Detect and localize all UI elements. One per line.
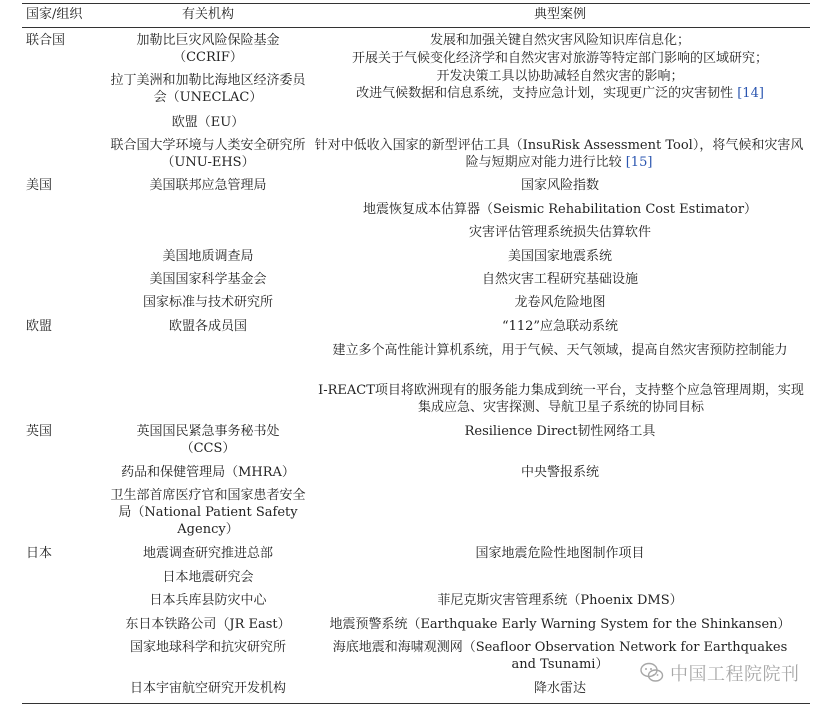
org-eu-members: 欧盟各成员国: [168, 319, 247, 334]
org-nist: 国家标准与技术研究所: [142, 295, 273, 310]
org-seismo-society: 日本地震研究会: [162, 570, 254, 585]
org-nied: 国家地球科学和抗灾研究所: [129, 640, 286, 655]
org-hyogo: 日本兵库县防灾中心: [149, 593, 267, 608]
org-jr-east: 东日本铁路公司（JR East）: [125, 617, 291, 632]
case-uk-0: Resilience Direct韧性网络工具: [464, 424, 656, 439]
case-jp-1: 菲尼克斯灾害管理系统（Phoenix DMS）: [437, 593, 683, 608]
case-jp-2: 地震预警系统（Earthquake Early Warning System for the Shinkansen）: [329, 617, 791, 632]
header-org: 有关机构: [181, 7, 234, 22]
org-herp: 地震调查研究推进总部: [142, 546, 273, 561]
country-eu: 欧盟: [26, 319, 53, 334]
case-un-2: 开发决策工具以协助减轻自然灾害的影响；: [436, 69, 684, 84]
case-un-3: [312, 85, 808, 102]
citation-14[interactable]: [14]: [737, 86, 764, 101]
org-uneclac: 拉丁美洲和加勒比海地区经济委员会（UNECLAC）: [110, 73, 306, 105]
org-unu-ehs: 联合国大学环境与人类安全研究所（UNU-EHS）: [110, 138, 306, 170]
header-country: 国家/组织: [26, 7, 83, 22]
case-us-0: 国家风险指数: [520, 178, 599, 193]
wechat-icon: [640, 662, 664, 684]
country-uk: 英国: [26, 424, 53, 439]
country-jp: 日本: [26, 546, 53, 561]
header-case: 典型案例: [533, 7, 586, 22]
watermark-text: 中国工程院院刊: [670, 664, 800, 685]
org-nsf: 美国国家科学基金会: [149, 272, 267, 287]
org-npsa: 卫生部首席医疗官和国家患者安全局（National Patient Safety Agency）: [110, 488, 306, 537]
case-us-5: 龙卷风危险地图: [514, 295, 606, 310]
case-jp-0: 国家地震危险性地图制作项目: [475, 546, 645, 561]
country-us: 美国: [26, 178, 53, 193]
case-us-4: 自然灾害工程研究基础设施: [481, 272, 638, 287]
org-mhra: 药品和保健管理局（MHRA）: [121, 465, 295, 480]
case-us-3: 美国国家地震系统: [507, 249, 612, 264]
org-eu: 欧盟（EU）: [171, 115, 245, 130]
org-jaxa: 日本宇宙航空研究开发机构: [129, 681, 286, 696]
case-un-1: 开展关于气候变化经济学和自然灾害对旅游等特定部门影响的区域研究；: [351, 51, 768, 66]
table-header-rule: [22, 27, 810, 28]
case-un-5: [314, 137, 804, 171]
case-eu-0: “112”应急联动系统: [501, 319, 619, 334]
table-bottom-rule: [22, 703, 810, 704]
org-ccrif: 加勒比巨灾风险保险基金（CCRIF）: [136, 33, 280, 65]
case-eu-2: I-REACT项目将欧洲现有的服务能力集成到统一平台，支持整个应急管理周期，实现集成应急、灾害探测、导航卫星子系统的协同目标: [318, 383, 804, 415]
case-us-2: 灾害评估管理系统损失估算软件: [468, 225, 651, 240]
watermark: [640, 660, 815, 686]
case-un-5-text: 针对中低收入国家的新型评估工具（InsuRisk Assessment Tool），将气候和灾害风险与短期应对能力进行比较: [314, 138, 804, 170]
case-un-0: 发展和加强关键自然灾害风险知识库信息化；: [429, 33, 690, 48]
case-uk-1: 中央警报系统: [520, 465, 599, 480]
org-usgs: 美国地质调查局: [162, 249, 254, 264]
citation-15[interactable]: [15]: [625, 155, 653, 170]
case-un-3-text: 改进气候数据和信息系统，支持应急计划，实现更广泛的灾害韧性: [356, 86, 734, 101]
org-fema: 美国联邦应急管理局: [149, 178, 267, 193]
case-jp-3: 海底地震和海啸观测网（Seafloor Observation Network for Earthquakes and Tsunami）: [332, 640, 788, 672]
case-eu-1: 建立多个高性能计算机系统，用于气候、天气领域，提高自然灾害预防控制能力: [332, 343, 788, 358]
case-jp-4: 降水雷达: [533, 681, 586, 696]
country-un: 联合国: [26, 33, 66, 48]
org-ccs: 英国国民紧急事务秘书处（CCS）: [136, 424, 280, 456]
table-top-rule: [22, 3, 810, 4]
case-us-1: 地震恢复成本估算器（Seismic Rehabilitation Cost Estimator）: [362, 202, 758, 217]
